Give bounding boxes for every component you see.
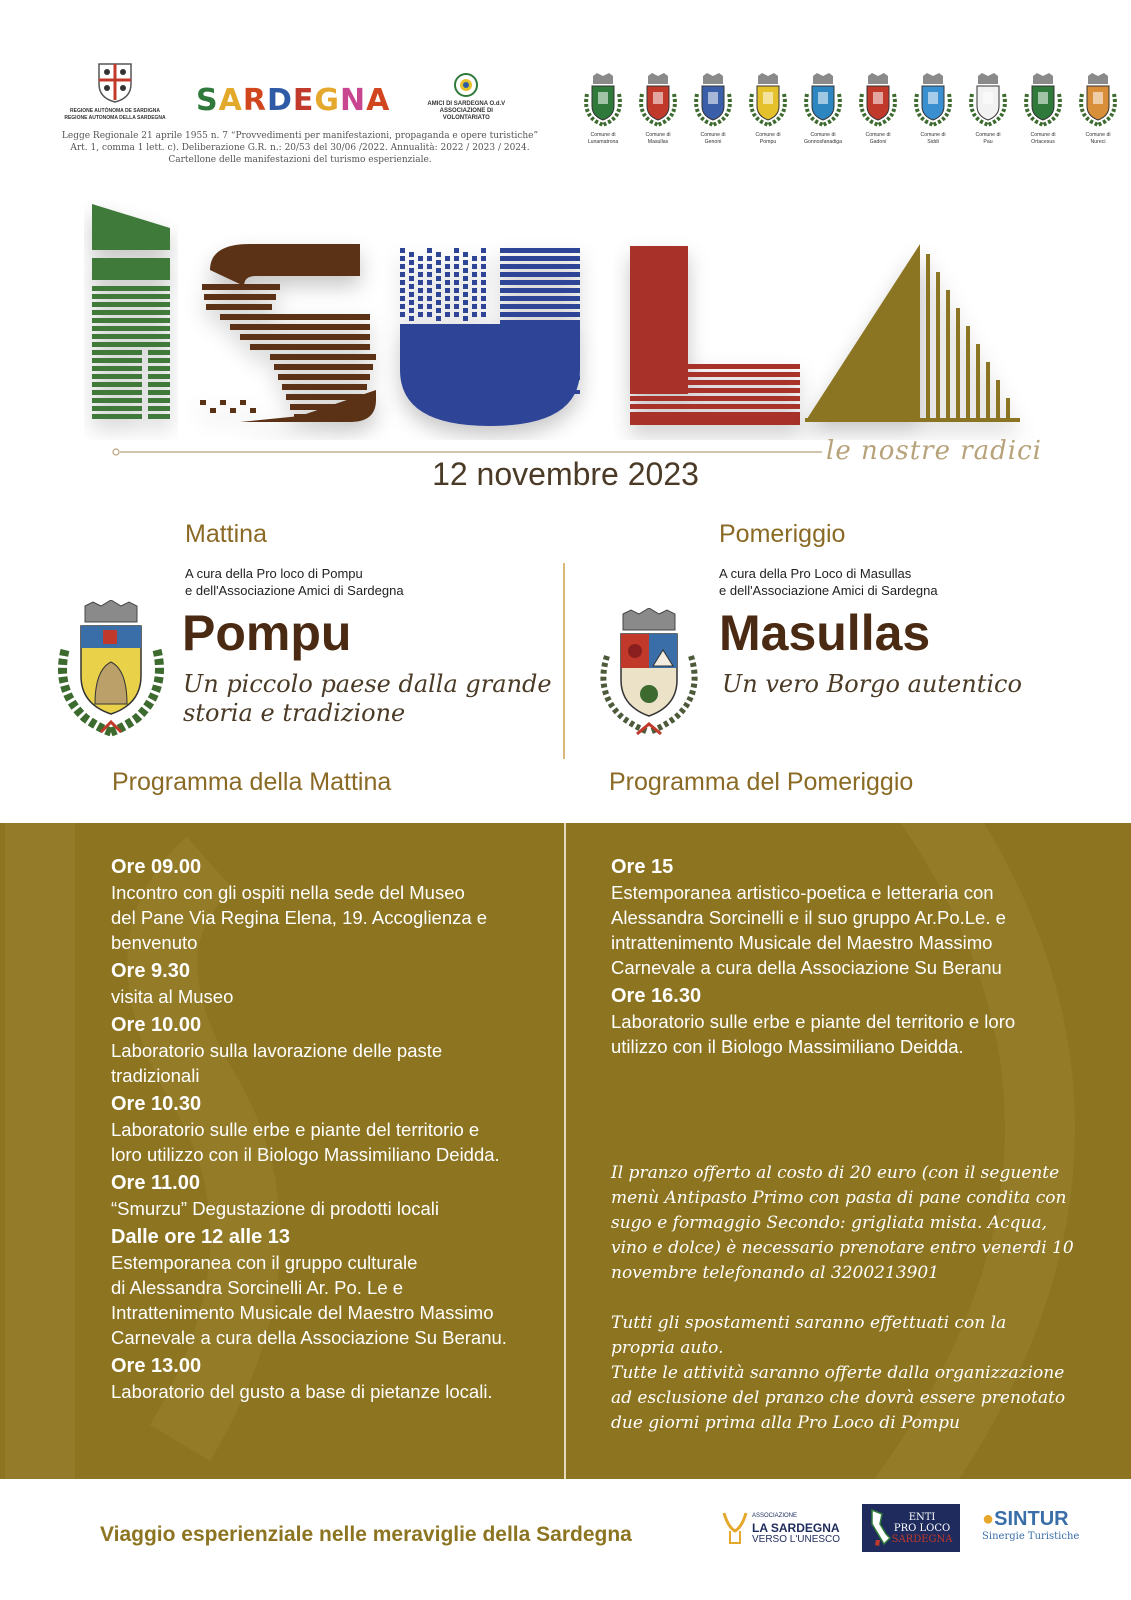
afternoon-program-title: Programma del Pomeriggio [609,768,914,796]
comune-label-line1: Comune di [1030,132,1056,138]
comune-name: Lunamatrona [587,139,619,145]
afternoon-place: Masullas [719,605,931,661]
comune-logo [1020,72,1066,146]
comune-name: Siddi [927,139,939,145]
comune-name: Gonnosfanadiga [803,139,843,145]
note-line: sugo e formaggio Secondo: grigliata mista. Acqua, [611,1213,1047,1233]
afternoon-label: Pomeriggio [719,520,846,548]
isula-letter-i [92,204,170,419]
morning-item-description-line: benvenuto [111,932,198,953]
comune-logo [690,72,736,146]
afternoon-item-description-line: Estemporanea artistico-poetica e letteraria con [611,882,994,903]
morning-item-time: Ore 13.00 [111,1355,202,1377]
morning-item-time: Ore 11.00 [111,1172,200,1194]
note-paragraph [611,1311,1081,1436]
afternoon-program-list [611,855,1091,1059]
comune-name: Genoni [704,139,722,145]
comune-name: Nureci [1090,139,1106,145]
morning-item-time: Dalle ore 12 alle 13 [111,1226,291,1248]
afternoon-item-time: Ore 15 [611,856,674,878]
comune-logo [1075,72,1121,146]
comune-name: Ortacesus [1031,139,1055,145]
isula-letter-l [630,246,800,425]
panel-divider [564,823,566,1479]
masullas-coat-of-arms-icon [593,608,705,740]
morning-item-time: Ore 09.00 [111,856,202,878]
morning-item-description-line: Intrattenimento Musicale del Maestro Massimo [111,1302,494,1323]
italy-map-icon [866,1508,892,1548]
coat-of-arms-icon [748,72,788,128]
coat-of-arms-icon [913,72,953,128]
morning-item-description-line: “Smurzu” Degustazione di prodotti locali [111,1198,440,1219]
note-line: propria auto. [611,1338,724,1358]
title-subtitle: le nostre radici [826,436,1043,466]
morning-item-description-line: Laboratorio del gusto a base di pietanze locali. [111,1381,493,1402]
coat-of-arms-icon [638,72,678,128]
comune-logo [580,72,626,146]
afternoon-item-description-line: Carnevale a cura della Associazione Su Beranu [611,957,1002,978]
legge-regionale-text: Legge Regionale 21 aprile 1955 n. 7 “Provvedimenti per manifestazioni, propaganda e opere turistiche” Art. 1, comma 1 lett. c). Deliberazione G.R. n.: 20/53 del 30/06 /2022. Annualità: 2022 / 2023 / 2024. Cartellone delle manifestazioni del turismo esperienziale. [61,131,539,165]
comune-label-line1: Comune di [700,132,726,138]
coat-of-arms-icon [803,72,843,128]
isula-letter-a [805,244,1020,422]
morning-place: Pompu [182,605,352,661]
note-line: menù Antipasto Primo con pasta di pane condita con [611,1188,1067,1208]
morning-item-time: Ore 10.30 [111,1093,202,1115]
afternoon-item-description-line: Alessandra Sorcinelli e il suo gruppo Ar.Po.Le. e [611,907,1006,928]
morning-organizers: A cura della Pro loco di Pompu e dell'Associazione Amici di Sardegna [185,566,404,598]
morning-item-description-line: del Pane Via Regina Elena, 19. Accoglienza e [111,907,488,928]
regione-sardegna-logo [60,60,170,122]
afternoon-item-time: Ore 16.30 [611,985,702,1007]
comune-label-line1: Comune di [755,132,781,138]
note-line: vino e dolce) è necessario prenotare entro venerdi 10 [611,1238,1074,1258]
amici-line1: AMICI DI SARDEGNA O.d.V [427,101,506,107]
note-line: Tutte le attività saranno offerte dalla organizzazione [611,1363,1065,1383]
comune-name: Pau [983,139,993,145]
isula-title-logo [80,200,1040,440]
morning-item-description-line: Incontro con gli ospiti nella sede del Museo [111,882,465,903]
nuraghe-icon [722,1511,748,1545]
morning-item-description-line: Laboratorio sulle erbe e piante del territorio e [111,1119,480,1140]
morning-item-time: Ore 10.00 [111,1014,202,1036]
program-notes [611,1161,1081,1436]
sponsor-logos-row [60,52,540,122]
isula-letter-u [400,248,580,426]
footer-partner-logos [722,1504,1079,1552]
sintur-logo: ●SINTUR Sinergie Turistiche [982,1508,1080,1542]
regione-line1: REGIONE AUTÒNOMA DE SARDIGNA [70,108,160,114]
afternoon-item-description-line: Laboratorio sulle erbe e piante del territorio e loro [611,1011,1016,1032]
afternoon-item-description-line: intrattenimento Musicale del Maestro Massimo [611,932,993,953]
morning-program-title: Programma della Mattina [112,768,392,796]
morning-item-description-line: loro utilizzo con il Biologo Massimiliano Deidda. [111,1144,500,1165]
program-panel [0,823,1131,1479]
morning-item-description-line: Estemporanea con il gruppo culturale [111,1252,418,1273]
regione-shield-icon [95,60,135,104]
note-line: novembre telefonando al 3200213901 [611,1263,940,1283]
column-divider [563,563,565,759]
note-line: due giorni prima alla Pro Loco di Pompu [611,1413,960,1433]
coat-of-arms-icon [583,72,623,128]
amici-line2: ASSOCIAZIONE DI VOLONTARIATO [439,108,493,121]
event-date: 12 novembre 2023 [432,456,699,492]
comune-label-line1: Comune di [810,132,836,138]
amici-emblem-icon [453,72,479,98]
comune-name: Masullas [647,139,669,145]
comune-label-line1: Comune di [590,132,616,138]
coat-of-arms-icon [1078,72,1118,128]
comune-logo [910,72,956,146]
coat-of-arms-icon [858,72,898,128]
morning-label: Mattina [185,520,267,548]
morning-item-description-line: Laboratorio sulla lavorazione delle paste [111,1040,443,1061]
comune-label-line1: Comune di [975,132,1001,138]
comune-logo [855,72,901,146]
header-left [60,52,540,166]
comune-label-line1: Comune di [865,132,891,138]
comune-label-line1: Comune di [1085,132,1111,138]
morning-item-description-line: tradizionali [111,1065,200,1086]
isula-letter-s [200,244,376,422]
sardegna-brand-logo: SARDEGNA [196,83,391,118]
comune-logo [800,72,846,146]
comune-logo [965,72,1011,146]
morning-tagline: Un piccolo paese dalla grande storia e tradizione [183,670,552,727]
morning-item-description-line: di Alessandra Sorcinelli Ar. Po. Le e [111,1277,404,1298]
comune-label-line1: Comune di [920,132,946,138]
regione-line2: REGIONE AUTONOMA DELLA SARDEGNA [64,115,166,121]
morning-item-description-line: Carnevale a cura della Associazione Su Beranu. [111,1327,507,1348]
pro-loco-sardegna-logo: ENTI PRO LOCO SARDEGNA [862,1504,960,1552]
comune-logo [635,72,681,146]
comune-logo [745,72,791,146]
pompu-coat-of-arms-icon [55,600,167,740]
morning-item-time: Ore 9.30 [111,960,190,982]
timeline-line [112,448,822,456]
note-paragraph [611,1161,1081,1286]
afternoon-tagline: Un vero Borgo autentico [722,670,1022,698]
coat-of-arms-icon [693,72,733,128]
comune-name: Gadoni [869,139,887,145]
morning-program-list [111,855,556,1404]
note-line: Tutti gli spostamenti saranno effettuati con la [611,1313,1007,1333]
afternoon-organizers: A cura della Pro Loco di Masullas e dell'Associazione Amici di Sardegna [719,566,938,598]
note-line: Il pranzo offerto al costo di 20 euro (con il seguente [611,1163,1060,1183]
morning-item-description-line: visita al Museo [111,986,234,1007]
amici-di-sardegna-logo [416,72,516,122]
note-line: ad esclusione del pranzo che dovrà essere prenotato [611,1388,1066,1408]
comune-name: Pompu [759,139,777,145]
comune-label-line1: Comune di [645,132,671,138]
afternoon-item-description-line: utilizzo con il Biologo Massimiliano Deidda. [611,1036,964,1057]
coat-of-arms-icon [1023,72,1063,128]
footer-tagline: Viaggio esperienziale nelle meraviglie della Sardegna [100,1523,632,1546]
coat-of-arms-icon [968,72,1008,128]
sardegna-unesco-logo: ASSOCIAZIONE LA SARDEGNA VERSO L'UNESCO [722,1510,840,1546]
comuni-coats-row [580,72,1121,146]
